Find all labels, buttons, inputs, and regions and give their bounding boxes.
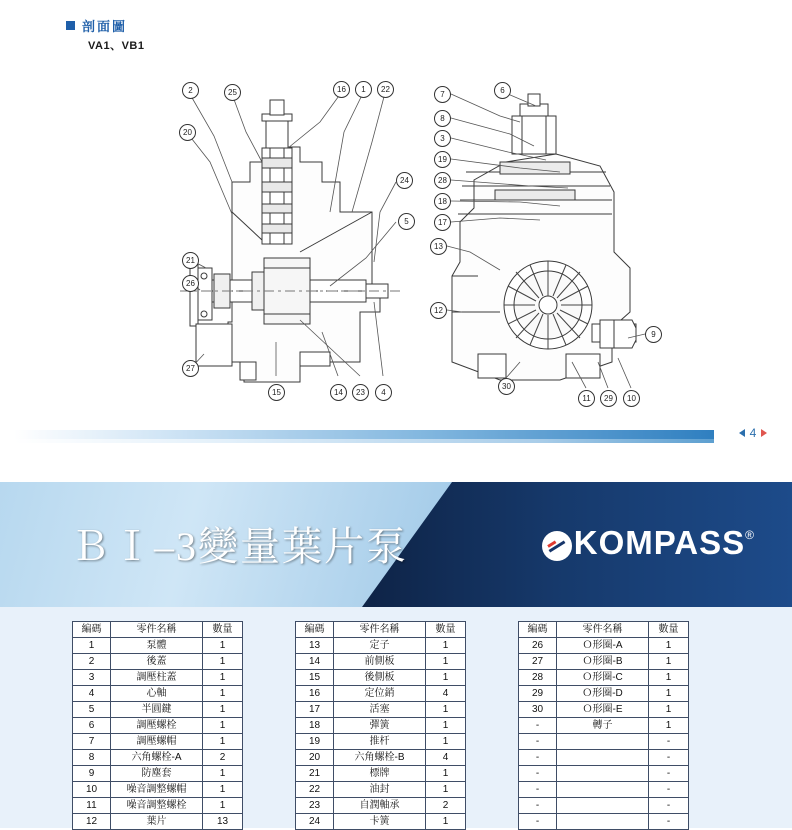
assembly-diagram: [0, 62, 792, 412]
table-row: [296, 638, 466, 654]
cell-1: 定子: [334, 638, 426, 654]
balloon-26: 26: [182, 275, 199, 292]
cell-2: 1: [203, 734, 243, 750]
cell-1: [557, 734, 649, 750]
balloon-9: 9: [645, 326, 662, 343]
table-body-3: [519, 638, 689, 830]
cell-1: 調壓柱蓋: [111, 670, 203, 686]
cell-1: [557, 782, 649, 798]
column-header-0: 編碼: [73, 622, 111, 638]
cell-1: 半圓鍵: [111, 702, 203, 718]
column-header-2: 數量: [203, 622, 243, 638]
page-footer-rule: [14, 424, 778, 446]
balloon-5: 5: [398, 213, 415, 230]
balloon-27: 27: [182, 360, 199, 377]
table-body-2: [296, 638, 466, 830]
cell-1: 泵體: [111, 638, 203, 654]
cell-0: 8: [73, 750, 111, 766]
cell-1: Ｏ形圈-C: [557, 670, 649, 686]
cell-1: Ｏ形圈-D: [557, 686, 649, 702]
table-row: [296, 670, 466, 686]
cell-0: 2: [73, 654, 111, 670]
table-row: [73, 702, 243, 718]
column-header-1: 零件名稱: [111, 622, 203, 638]
balloon-23: 23: [352, 384, 369, 401]
cell-1: 卡簧: [334, 814, 426, 830]
balloon-29: 29: [600, 390, 617, 407]
cell-2: 1: [426, 718, 466, 734]
cell-1: [557, 798, 649, 814]
table-header-row: [73, 622, 243, 638]
table-row: [73, 734, 243, 750]
cell-1: 噪音調整螺栓: [111, 798, 203, 814]
bullet-square-icon: [66, 21, 75, 30]
balloon-28: 28: [434, 172, 451, 189]
cell-2: -: [649, 782, 689, 798]
page-number-value: 4: [749, 426, 757, 440]
cell-1: 轉子: [557, 718, 649, 734]
cell-2: 1: [203, 670, 243, 686]
table-row: [73, 638, 243, 654]
table-row: [73, 814, 243, 830]
arrow-left-icon: [739, 429, 745, 437]
cell-0: 4: [73, 686, 111, 702]
brand-logo: [542, 524, 754, 562]
cell-0: -: [519, 798, 557, 814]
table-body-1: [73, 638, 243, 830]
balloon-18: 18: [434, 193, 451, 210]
cell-2: 1: [203, 638, 243, 654]
cell-0: 5: [73, 702, 111, 718]
parts-table-3-wrap: [518, 621, 689, 830]
cell-1: 前側板: [334, 654, 426, 670]
table-row: [73, 750, 243, 766]
cell-0: 23: [296, 798, 334, 814]
balloon-15: 15: [268, 384, 285, 401]
banner-title: ＢⅠ–3變量葉片泵: [70, 524, 408, 569]
balloon-22: 22: [377, 81, 394, 98]
table-row: [519, 638, 689, 654]
cell-0: -: [519, 718, 557, 734]
table-row: [73, 670, 243, 686]
cell-1: 調壓螺栓: [111, 718, 203, 734]
parts-table-3: [518, 621, 689, 830]
table-row: [519, 814, 689, 830]
cell-2: -: [649, 750, 689, 766]
cell-0: 27: [519, 654, 557, 670]
cell-2: -: [649, 734, 689, 750]
cell-0: 3: [73, 670, 111, 686]
balloon-24: 24: [396, 172, 413, 189]
leader-lines: [0, 62, 792, 412]
cell-2: 4: [426, 686, 466, 702]
table-row: [519, 670, 689, 686]
cell-0: 11: [73, 798, 111, 814]
table-row: [296, 798, 466, 814]
column-header-0: 編碼: [519, 622, 557, 638]
table-row: [296, 686, 466, 702]
balloon-8: 8: [434, 110, 451, 127]
column-header-2: 數量: [426, 622, 466, 638]
column-header-1: 零件名稱: [334, 622, 426, 638]
cell-1: 自潤軸承: [334, 798, 426, 814]
cell-0: 9: [73, 766, 111, 782]
balloon-3: 3: [434, 130, 451, 147]
cell-2: -: [649, 798, 689, 814]
balloon-4: 4: [375, 384, 392, 401]
cell-0: -: [519, 734, 557, 750]
cell-2: 1: [649, 718, 689, 734]
table-row: [73, 686, 243, 702]
balloon-14: 14: [330, 384, 347, 401]
cell-1: [557, 750, 649, 766]
table-row: [519, 686, 689, 702]
balloon-11: 11: [578, 390, 595, 407]
compass-icon: [542, 531, 572, 561]
cell-2: 1: [203, 718, 243, 734]
cell-2: 1: [649, 654, 689, 670]
balloon-20: 20: [179, 124, 196, 141]
cell-0: 21: [296, 766, 334, 782]
cell-0: -: [519, 766, 557, 782]
cell-0: -: [519, 750, 557, 766]
registered-mark: ®: [745, 528, 754, 542]
table-row: [519, 654, 689, 670]
table-row: [296, 654, 466, 670]
cell-2: 1: [426, 814, 466, 830]
table-row: [519, 702, 689, 718]
cell-0: 13: [296, 638, 334, 654]
cell-2: 1: [426, 654, 466, 670]
cell-0: -: [519, 782, 557, 798]
cell-1: 六角螺栓-A: [111, 750, 203, 766]
cell-2: 1: [203, 782, 243, 798]
cell-0: 26: [519, 638, 557, 654]
table-row: [296, 750, 466, 766]
cell-2: 1: [426, 670, 466, 686]
cell-0: 12: [73, 814, 111, 830]
cell-2: -: [649, 766, 689, 782]
cell-2: 13: [203, 814, 243, 830]
balloon-2: 2: [182, 82, 199, 99]
cell-0: 7: [73, 734, 111, 750]
table-header-row: [519, 622, 689, 638]
cell-2: 1: [649, 638, 689, 654]
table-row: [296, 814, 466, 830]
cell-0: 28: [519, 670, 557, 686]
balloon-13: 13: [430, 238, 447, 255]
balloon-6: 6: [494, 82, 511, 99]
table-row: [73, 718, 243, 734]
cell-2: 1: [649, 670, 689, 686]
cell-0: 17: [296, 702, 334, 718]
cell-1: 油封: [334, 782, 426, 798]
column-header-1: 零件名稱: [557, 622, 649, 638]
cell-0: 16: [296, 686, 334, 702]
cell-0: 1: [73, 638, 111, 654]
balloon-12: 12: [430, 302, 447, 319]
cell-2: 1: [649, 686, 689, 702]
cell-2: 2: [426, 798, 466, 814]
parts-table-2-wrap: [295, 621, 466, 830]
table-row: [296, 734, 466, 750]
parts-table-2: [295, 621, 466, 830]
parts-list-area: [0, 607, 792, 828]
cell-1: 推杆: [334, 734, 426, 750]
footer-gradient-bar2: [14, 439, 714, 443]
cell-2: 1: [203, 686, 243, 702]
table-row: [519, 798, 689, 814]
cell-2: 1: [426, 782, 466, 798]
cell-1: 心軸: [111, 686, 203, 702]
table-row: [73, 798, 243, 814]
section-title: 剖面圖: [82, 19, 128, 34]
table-row: [73, 782, 243, 798]
cell-1: 六角螺栓-B: [334, 750, 426, 766]
cell-2: 2: [203, 750, 243, 766]
balloon-30: 30: [498, 378, 515, 395]
cell-0: 24: [296, 814, 334, 830]
cell-2: 1: [203, 654, 243, 670]
column-header-0: 編碼: [296, 622, 334, 638]
cell-1: Ｏ形圈-B: [557, 654, 649, 670]
cell-1: 葉片: [111, 814, 203, 830]
cell-2: 1: [649, 702, 689, 718]
parts-table-1: [72, 621, 243, 830]
table-row: [519, 734, 689, 750]
cell-0: 29: [519, 686, 557, 702]
cell-0: 15: [296, 670, 334, 686]
table-row: [519, 750, 689, 766]
cell-2: 4: [426, 750, 466, 766]
cell-1: 後側板: [334, 670, 426, 686]
cell-1: [557, 766, 649, 782]
balloon-16: 16: [333, 81, 350, 98]
table-row: [519, 782, 689, 798]
cell-0: 20: [296, 750, 334, 766]
cell-2: 1: [426, 766, 466, 782]
cell-0: 6: [73, 718, 111, 734]
balloon-21: 21: [182, 252, 199, 269]
table-row: [296, 718, 466, 734]
cell-2: 1: [203, 766, 243, 782]
balloon-10: 10: [623, 390, 640, 407]
table-row: [519, 718, 689, 734]
cell-2: -: [649, 814, 689, 830]
cell-1: 標牌: [334, 766, 426, 782]
cell-1: 噪音調整螺帽: [111, 782, 203, 798]
model-label: VA1、VB1: [88, 40, 145, 52]
table-header-row: [296, 622, 466, 638]
cell-0: 19: [296, 734, 334, 750]
table-row: [296, 782, 466, 798]
cell-0: 30: [519, 702, 557, 718]
cell-1: Ｏ形圈-A: [557, 638, 649, 654]
cell-1: [557, 814, 649, 830]
cell-1: 活塞: [334, 702, 426, 718]
table-row: [519, 766, 689, 782]
cell-0: 18: [296, 718, 334, 734]
arrow-right-icon: [761, 429, 767, 437]
footer-gradient-bar: [14, 430, 714, 439]
column-header-2: 數量: [649, 622, 689, 638]
page-number: [714, 426, 792, 440]
cell-2: 1: [426, 638, 466, 654]
cell-2: 1: [203, 798, 243, 814]
balloon-1: 1: [355, 81, 372, 98]
table-row: [73, 766, 243, 782]
balloon-19: 19: [434, 151, 451, 168]
cell-2: 1: [426, 734, 466, 750]
cell-2: 1: [203, 702, 243, 718]
section-header: [66, 16, 127, 35]
parts-table-1-wrap: [72, 621, 243, 830]
cell-0: 22: [296, 782, 334, 798]
table-row: [296, 702, 466, 718]
cell-1: 防塵套: [111, 766, 203, 782]
table-row: [296, 766, 466, 782]
cell-1: Ｏ形圈-E: [557, 702, 649, 718]
balloon-7: 7: [434, 86, 451, 103]
cell-1: 彈簧: [334, 718, 426, 734]
cell-2: 1: [426, 702, 466, 718]
cell-0: 14: [296, 654, 334, 670]
cell-1: 後蓋: [111, 654, 203, 670]
balloon-25: 25: [224, 84, 241, 101]
cell-1: 調壓螺帽: [111, 734, 203, 750]
brand-name: KOMPASS: [573, 524, 746, 561]
product-banner: [0, 482, 792, 607]
cell-0: -: [519, 814, 557, 830]
table-row: [73, 654, 243, 670]
balloon-17: 17: [434, 214, 451, 231]
cell-1: 定位銷: [334, 686, 426, 702]
cell-0: 10: [73, 782, 111, 798]
